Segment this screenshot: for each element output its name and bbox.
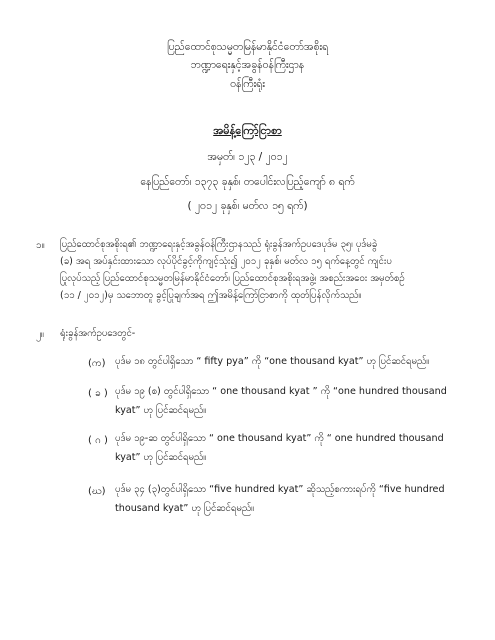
government-heading: ပြည်ထောင်စုသမ္မတမြန်မာနိုင်ငံတော်အစိုးရ bbox=[166, 41, 329, 53]
paragraph-1-number: ၁။ bbox=[36, 240, 45, 251]
notice-title: အမိန့်ကြော်ငြာစာ bbox=[213, 124, 282, 137]
paragraph-1-line: (၁၁ / ၂၀၁၂)မှ သဘောတူ ခွင့်ပြုချက်အရ ဤအမိန့်ကြော်ငြာစာကို ထုတ်ပြန်လိုက်သည်။ bbox=[60, 290, 362, 301]
amendment-item: ပုဒ်မ ၁၉-ဆ တွင်ပါရှိသော “ one thousand kyat” ကို “ one hundred thousand kyat” ဟု ပြင်ဆင်ရမည်။ bbox=[115, 433, 444, 463]
notice-date-gregorian: ( ၂၀၁၂ ခုနှစ်၊ မတ်လ ၁၅ ရက်) bbox=[187, 200, 308, 212]
paragraph-1-line: ပြည်ထောင်စုအစိုးရ၏ ဘဏ္ဍာရေးနှင့်အခွန်ဝန်ကြီးဌာနသည် ရုံးခွန်အက်ဥပဒေပုဒ်မ ၃၅၊ ပုဒ်မခွဲ bbox=[60, 239, 378, 250]
amendment-label: (ဃ) bbox=[88, 486, 106, 497]
amendment-label: ( ဂ ) bbox=[88, 435, 108, 446]
paragraph-1-line: ပြုလုပ်သည့် ပြည်ထောင်စုသမ္မတမြန်မာနိုင်ငံတော်၊ ပြည်ထောင်စုအစိုးရအဖွဲ့၊ အစည်းအဝေး အမှတ်စဉ် bbox=[60, 273, 405, 284]
paragraph-1 bbox=[60, 236, 460, 304]
paragraph-1-line: (ခ) အရ အပ်နှင်းထားသော လုပ်ပိုင်ခွင့်ကိုကျင့်သုံး၍ ၂၀၁၂ ခုနှစ်၊ မတ်လ ၁၅ ရက်နေ့တွင် ကျင်းပ bbox=[60, 256, 392, 267]
paragraph-2-number: ၂။ bbox=[36, 329, 44, 340]
amendment-label: (က) bbox=[88, 358, 106, 369]
paragraph-2-heading: ရုံးခွန်အက်ဥပဒေတွင်- bbox=[60, 328, 136, 339]
office-heading: ဝန်ကြီးရုံး bbox=[230, 78, 265, 90]
amendment-item: ပုဒ်မ ၁၈ တွင်ပါရှိသော “ fifty pya” ကို “one thousand kyat” ဟု ပြင်ဆင်ရမည်။ bbox=[115, 356, 430, 367]
ministry-heading: ဘဏ္ဍာရေးနှင့်အခွန်ဝန်ကြီးဌာန bbox=[190, 59, 305, 71]
amendment-item: ပုဒ်မ ၃၄ (၃)တွင်ပါရှိသော “five hundred kyat” ဆိုသည့်စကားရပ်ကို “five hundred thousand kyat” ဟု ပြင်ဆင်ရမည်။ bbox=[115, 484, 445, 514]
notice-number: အမှတ်၊ ၁၂၃ / ၂၀၁၂ bbox=[207, 151, 288, 163]
amendment-item: ပုဒ်မ ၁၉ (စ) တွင်ပါရှိသော “ one thousand kyat ” ကို “one hundred thousand kyat” ဟု ပြင်ဆင်ရမည်။ bbox=[115, 386, 447, 416]
amendment-label: ( ခ ) bbox=[88, 388, 108, 399]
notice-date: နေပြည်တော်၊ ၁၃၇၃ ခုနှစ်၊ တပေါင်းလပြည့်ကျော် ၈ ရက် bbox=[140, 176, 355, 188]
